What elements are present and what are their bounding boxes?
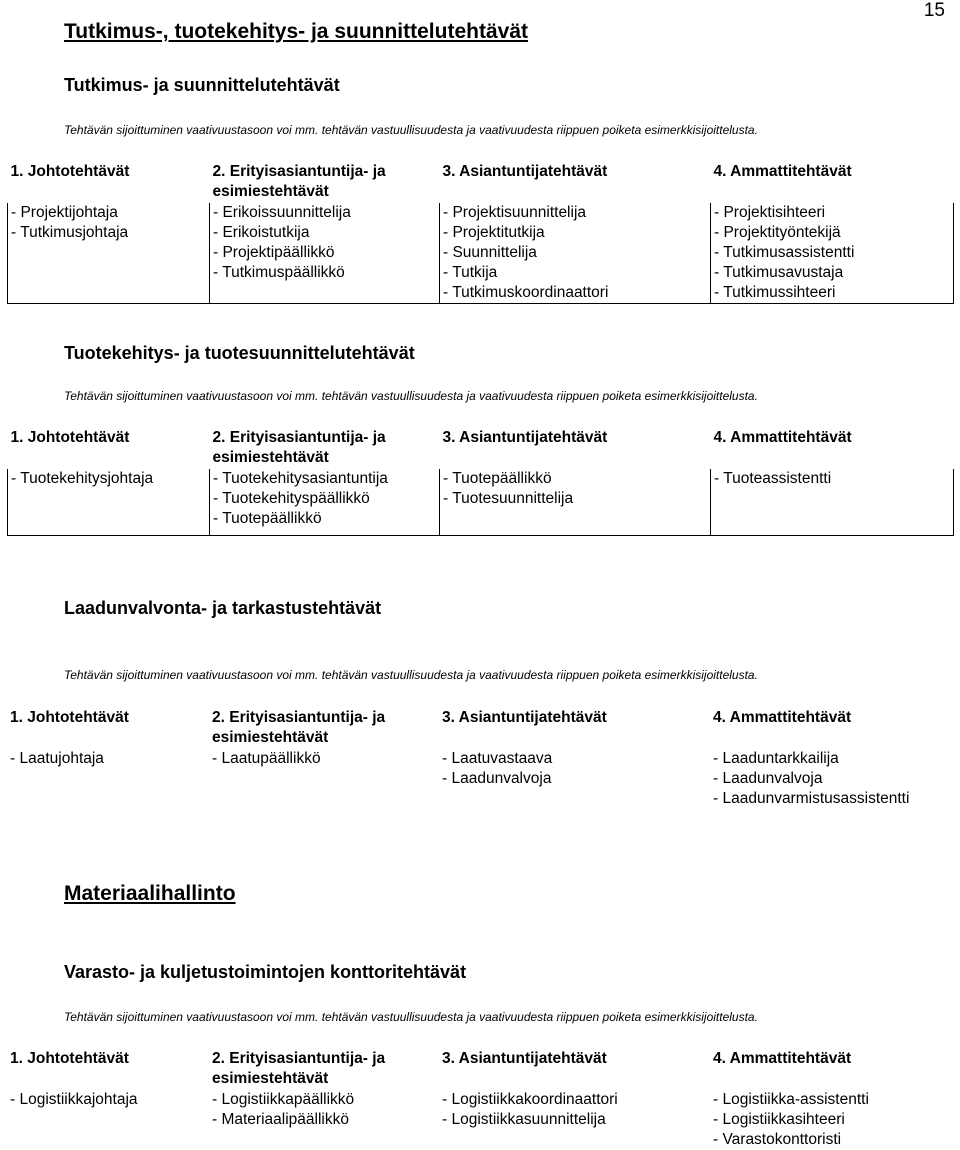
- header-expert: 3. Asiantuntijatehtävät: [442, 709, 607, 726]
- header-expert: 3. Asiantuntijatehtävät: [442, 163, 608, 180]
- table-row: [8, 469, 954, 535]
- placement-note-research: Tehtävän sijoittuminen vaativuustasoon voi mm. tehtävän vastuullisuudesta ja vaativuudesta riippuen poiketa esimerkkisijoittelusta.: [64, 123, 758, 137]
- cell-professional: - Laaduntarkkailija - Laadunvalvoja - Laadunvarmistusassistentti: [713, 750, 910, 807]
- header-management: 1. Johtotehtävät: [10, 429, 130, 446]
- cell-expert: - Tuotepäällikkö - Tuotesuunnittelija: [440, 469, 711, 535]
- cell-professional: - Tuoteassistentti: [711, 469, 954, 535]
- chapter-title-materials: Materiaalihallinto: [64, 882, 236, 905]
- table-row: [7, 749, 953, 809]
- job-table-product-development: [7, 428, 954, 536]
- job-table-quality-control: [7, 708, 953, 809]
- cell-expert: - Logistiikkakoordinaattori - Logistiikkasuunnittelija: [442, 1091, 618, 1128]
- placement-note-logistics: Tehtävän sijoittuminen vaativuustasoon voi mm. tehtävän vastuullisuudesta ja vaativuudesta riippuen poiketa esimerkkisijoittelusta.: [64, 1010, 758, 1024]
- cell-special-expert: - Logistiikkapäällikkö - Materiaalipäällikkö: [212, 1091, 355, 1128]
- header-special-expert: 2. Erityisasiantuntija- ja esimiestehtävät: [212, 429, 386, 466]
- header-management: 1. Johtotehtävät: [10, 163, 130, 180]
- cell-special-expert: - Erikoissuunnittelija - Erikoistutkija - Projektipäällikkö - Tutkimuspäällikkö: [210, 203, 440, 304]
- main-title: Tutkimus-, tuotekehitys- ja suunnittelutehtävät: [64, 20, 528, 43]
- job-table-research: [7, 162, 954, 304]
- section-title-product-development: Tuotekehitys- ja tuotesuunnittelutehtävät: [64, 343, 415, 363]
- header-professional: 4. Ammattitehtävät: [713, 429, 852, 446]
- header-professional: 4. Ammattitehtävät: [713, 163, 852, 180]
- cell-professional: - Projektisihteeri - Projektityöntekijä - Tutkimusassistentti - Tutkimusavustaja - Tutkimussihteeri: [711, 203, 954, 304]
- header-special-expert: 2. Erityisasiantuntija- ja esimiestehtävät: [212, 163, 386, 200]
- cell-management: - Tuotekehitysjohtaja: [8, 469, 210, 535]
- header-management: 1. Johtotehtävät: [10, 1050, 129, 1067]
- section-title-quality-control: Laadunvalvonta- ja tarkastustehtävät: [64, 598, 382, 618]
- cell-professional: - Logistiikka-assistentti - Logistiikkasihteeri - Varastokonttoristi: [713, 1091, 869, 1148]
- header-professional: 4. Ammattitehtävät: [713, 1050, 852, 1067]
- table-header-row: [7, 1049, 953, 1090]
- header-professional: 4. Ammattitehtävät: [713, 709, 852, 726]
- table-row: [7, 1090, 953, 1150]
- placement-note-quality-control: Tehtävän sijoittuminen vaativuustasoon voi mm. tehtävän vastuullisuudesta ja vaativuudesta riippuen poiketa esimerkkisijoittelusta.: [64, 668, 758, 682]
- header-special-expert: 2. Erityisasiantuntija- ja esimiestehtävät: [212, 709, 386, 746]
- header-expert: 3. Asiantuntijatehtävät: [442, 429, 608, 446]
- job-table-logistics: [7, 1049, 953, 1150]
- cell-special-expert: - Laatupäällikkö: [212, 750, 321, 767]
- table-header-row: [8, 428, 954, 469]
- header-special-expert: 2. Erityisasiantuntija- ja esimiestehtävät: [212, 1050, 386, 1087]
- header-management: 1. Johtotehtävät: [10, 709, 129, 726]
- table-header-row: [7, 708, 953, 749]
- table-row: [8, 203, 954, 304]
- cell-management: - Projektijohtaja - Tutkimusjohtaja: [8, 203, 210, 304]
- cell-expert: - Projektisuunnittelija - Projektitutkija - Suunnittelija - Tutkija - Tutkimuskoordinaattori: [440, 203, 711, 304]
- cell-expert: - Laatuvastaava - Laadunvalvoja: [442, 750, 553, 787]
- section-title-logistics: Varasto- ja kuljetustoimintojen konttoritehtävät: [64, 962, 467, 982]
- table-header-row: [8, 162, 954, 203]
- page-number: 15: [923, 0, 945, 21]
- cell-management: - Logistiikkajohtaja: [10, 1091, 138, 1108]
- cell-special-expert: - Tuotekehitysasiantuntija - Tuotekehityspäällikkö - Tuotepäällikkö: [210, 469, 440, 535]
- section-title-research: Tutkimus- ja suunnittelutehtävät: [64, 75, 340, 95]
- header-expert: 3. Asiantuntijatehtävät: [442, 1050, 607, 1067]
- cell-management: - Laatujohtaja: [10, 750, 104, 767]
- placement-note-product-development: Tehtävän sijoittuminen vaativuustasoon voi mm. tehtävän vastuullisuudesta ja vaativuudesta riippuen poiketa esimerkkisijoittelusta.: [64, 389, 758, 403]
